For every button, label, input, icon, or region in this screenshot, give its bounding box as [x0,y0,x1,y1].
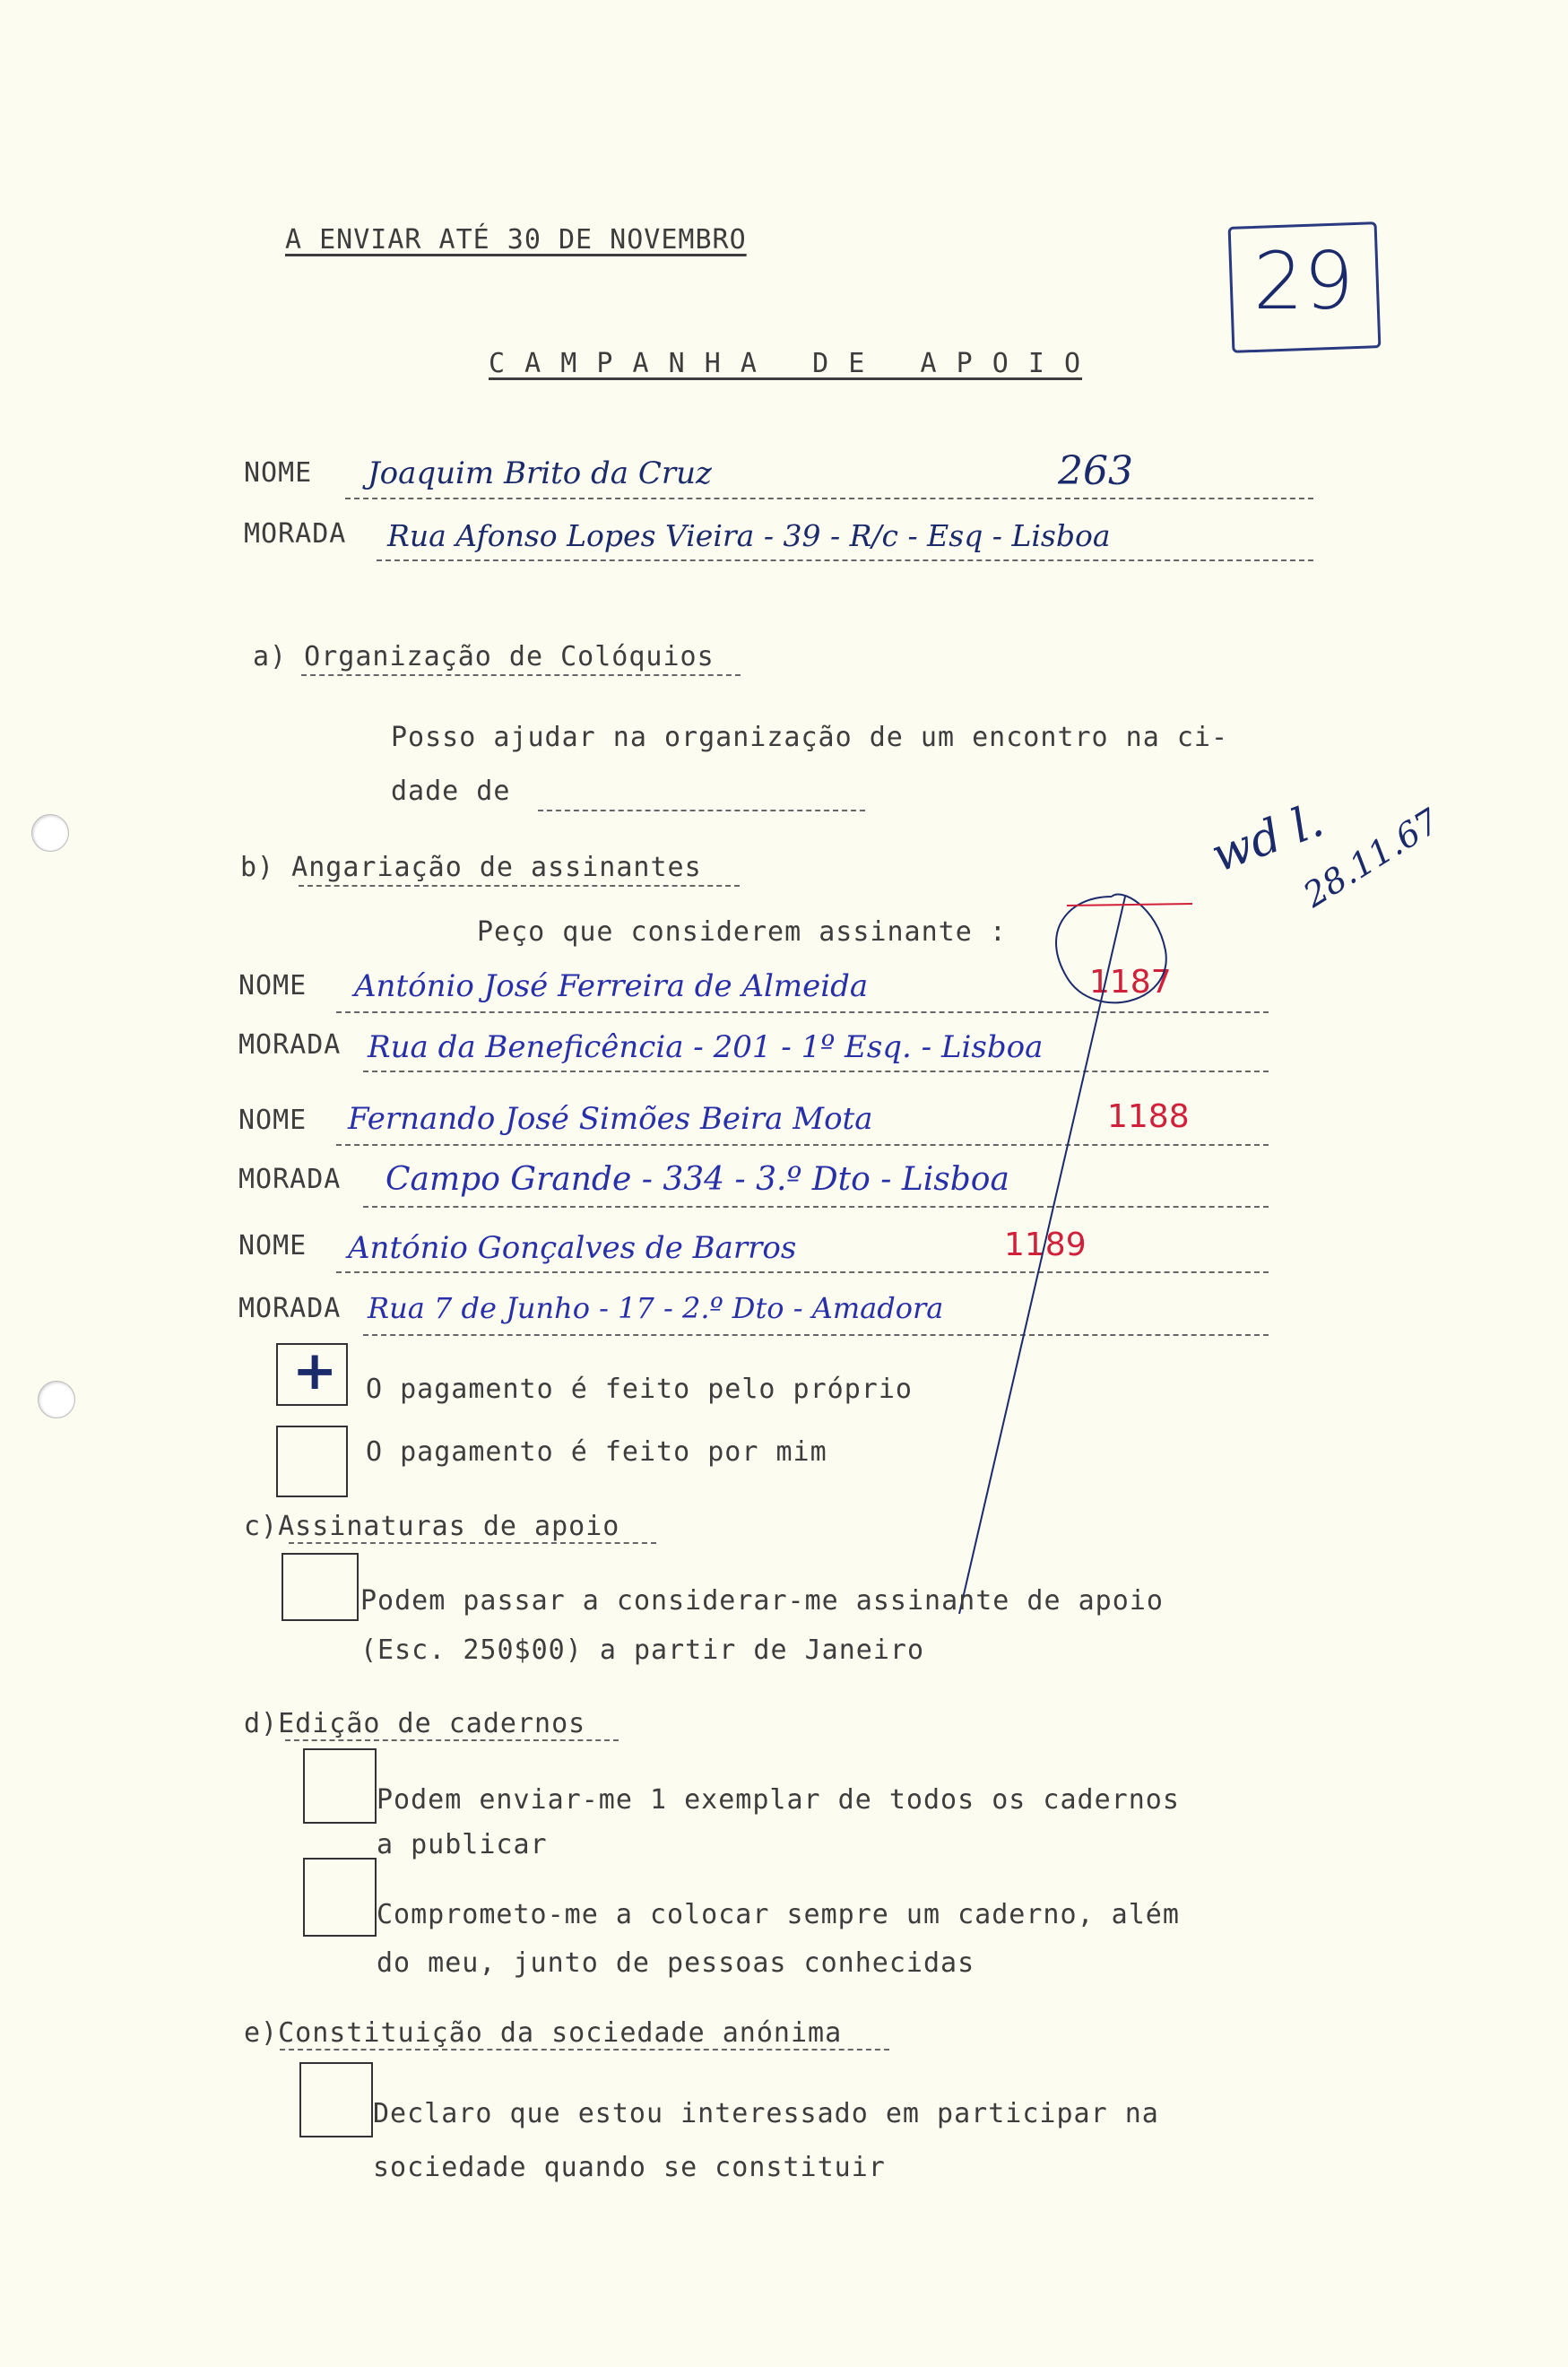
booklets-distribute-checkbox[interactable] [303,1858,377,1937]
section-d-option-1-line-2: a publicar [377,1829,548,1860]
subscriber-1-name: António José Ferreira de Almeida [354,968,869,1004]
section-b-heading: b) Angariação de assinantes [240,852,702,883]
subscriber-3-address-label: MORADA [238,1293,342,1324]
sender-name-code: 263 [1058,448,1133,494]
subscriber-3-name: António Gonçalves de Barros [348,1230,797,1266]
margin-note-2: 28.11.67 [1296,801,1447,915]
section-d-heading: d)Edição de cadernos [244,1708,586,1739]
section-d-option-1-line-1: Podem enviar-me 1 exemplar de todos os cadernos [377,1784,1180,1816]
sender-address-label: MORADA [244,518,347,550]
subscriber-3-code: 1189 [1004,1227,1087,1263]
punch-hole-top [31,814,69,852]
strike-annotation [897,879,1255,1614]
subscriber-3-address: Rua 7 de Junho - 17 - 2.º Dto - Amadora [368,1291,944,1325]
section-e-heading: e)Constituição da sociedade anónima [244,2017,843,2049]
sender-name-value: Joaquim Brito da Cruz [368,455,712,491]
subscriber-1-code: 1187 [1089,964,1172,1001]
section-a-text-2: dade de [391,776,511,807]
subscriber-1-name-label: NOME [238,970,308,1001]
company-interest-checkbox[interactable] [299,2062,373,2137]
subscriber-2-code: 1188 [1107,1098,1190,1135]
payment-self-checkbox[interactable] [276,1340,348,1406]
section-e-text-2: sociedade quando se constituir [373,2152,886,2183]
section-d-option-2-line-2: do meu, junto de pessoas conhecidas [377,1947,975,1979]
subscriber-1-address-label: MORADA [238,1029,342,1061]
section-d-heading-underline [285,1739,619,1741]
section-d-option-2-line-1: Comprometo-me a colocar sempre um caderno, além [377,1899,1180,1930]
sender-address-value: Rua Afonso Lopes Vieira - 39 - R/c - Esq - Lisboa [387,518,1111,553]
file-number: 29 [1253,235,1354,327]
payment-option-self: O pagamento é feito pelo próprio [366,1374,913,1405]
subscriber-3-name-label: NOME [238,1230,308,1262]
deadline-note: A ENVIAR ATÉ 30 DE NOVEMBRO [285,224,747,256]
booklets-receive-checkbox[interactable] [303,1748,377,1824]
check-mark-plus: + [292,1340,338,1402]
section-a-heading-wrap [253,641,715,672]
margin-note-1: wd l. [1204,793,1330,883]
section-b-heading-underline [299,885,740,887]
support-subscription-checkbox[interactable] [282,1553,359,1621]
subscribers-intro: Peço que considerem assinante : [477,916,1007,948]
section-a-heading: a) Organização de Colóquios [253,641,715,672]
sender-name-line [345,498,1313,499]
subscriber-2-address: Campo Grande - 334 - 3.º Dto - Lisboa [386,1161,1009,1198]
subscriber-2-name-label: NOME [238,1105,308,1136]
section-c-text-1: Podem passar a considerar-me assinante de apoio [360,1585,1164,1617]
sender-address-line [377,559,1313,561]
section-e-text-1: Declaro que estou interessado em participar na [373,2098,1159,2129]
section-a-heading-underline [301,674,741,676]
sender-name-label: NOME [244,457,313,489]
city-blank-line [538,810,865,811]
subscriber-2-address-label: MORADA [238,1164,342,1195]
subscriber-1-address: Rua da Beneficência - 201 - 1º Esq. - Lisboa [368,1029,1044,1065]
section-c-heading: c)Assinaturas de apoio [244,1511,620,1542]
page-title: C A M P A N H A D E A P O I O [489,348,1083,379]
section-c-text-2: (Esc. 250$00) a partir de Janeiro [360,1634,925,1666]
subscriber-2-name: Fernando José Simões Beira Mota [348,1101,873,1137]
payment-me-checkbox[interactable] [276,1426,348,1497]
punch-hole-bottom [38,1381,75,1418]
section-e-heading-underline [280,2049,889,2051]
section-a-text-1: Posso ajudar na organização de um encontro na ci- [391,722,1229,753]
payment-option-me: O pagamento é feito por mim [366,1436,827,1468]
section-c-heading-underline [289,1542,656,1544]
